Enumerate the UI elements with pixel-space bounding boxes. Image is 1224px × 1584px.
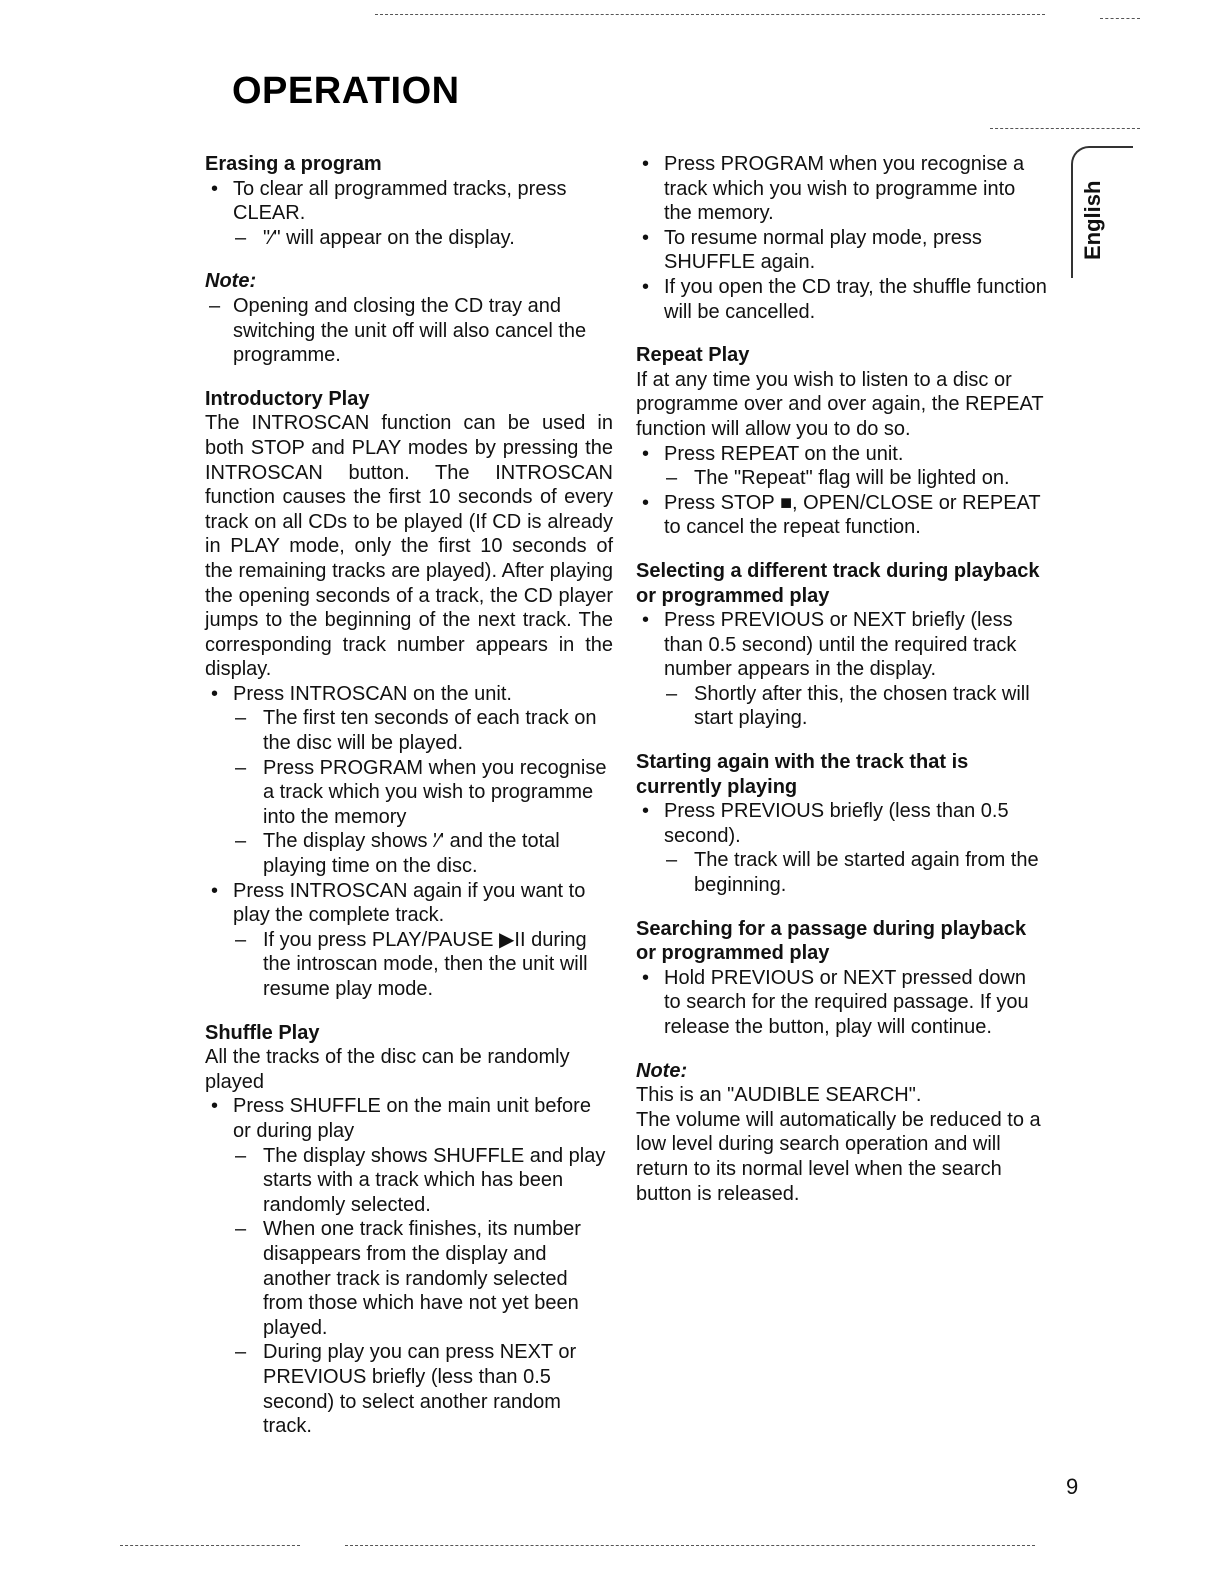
bullet-item: • To resume normal play mode, press SHUFFLE again. bbox=[636, 226, 1048, 275]
language-tab-label: English bbox=[1080, 180, 1105, 260]
section-heading: Searching for a passage during playback or programmed play bbox=[636, 917, 1027, 965]
section-introductory-play bbox=[205, 387, 613, 1002]
dash-item: – During play you can press NEXT or PREVIOUS briefly (less than 0.5 second) to select another random track. bbox=[205, 1340, 613, 1438]
dash-item: – Opening and closing the CD tray and switching the unit off will also cancel the programme. bbox=[205, 294, 613, 368]
dash-item: – When one track finishes, its number disappears from the display and another track is randomly selected from those which have not yet been played. bbox=[205, 1217, 613, 1340]
dash-item: – The track will be started again from the beginning. bbox=[636, 848, 1048, 897]
bullet-item: • Press REPEAT on the unit. bbox=[636, 442, 1048, 467]
section-heading: Starting again with the track that is currently playing bbox=[636, 751, 969, 798]
section-shuffle-play bbox=[205, 1021, 613, 1439]
paragraph: All the tracks of the disc can be randomly played bbox=[205, 1046, 570, 1093]
bullet-item: • Press PROGRAM when you recognise a track which you wish to programme into the memory. bbox=[636, 152, 1048, 226]
bullet-item: • Press INTROSCAN on the unit. bbox=[205, 682, 613, 707]
paragraph: The INTROSCAN function can be used in both STOP and PLAY modes by pressing the INTROSCAN button. The INTROSCAN function causes the first 10 seconds of every track on all CDs to be played (If CD is already in PLAY mode, only the first 10 seconds of the remaining tracks are played). After playing the opening seconds of a track, the CD player jumps to the beginning of the next track. The corresponding track number appears in the display. bbox=[205, 412, 613, 681]
dash-item: – Press PROGRAM when you recognise a track which you wish to programme into the memory bbox=[205, 756, 613, 830]
section-starting-again bbox=[636, 750, 1048, 898]
dash-item: – The display shows SHUFFLE and play starts with a track which has been randomly selected. bbox=[205, 1144, 613, 1218]
section-heading: Repeat Play bbox=[636, 344, 750, 367]
dash-item: – "⁄" will appear on the display. bbox=[205, 226, 613, 251]
section-heading: Introductory Play bbox=[205, 387, 370, 410]
paragraph: This is an "AUDIBLE SEARCH". bbox=[636, 1084, 922, 1107]
section-shuffle-continued bbox=[636, 152, 1048, 324]
scan-line-upper-right bbox=[990, 128, 1140, 129]
section-heading: Selecting a different track during playback or programmed play bbox=[636, 559, 1040, 607]
note-heading: Note: bbox=[636, 1059, 688, 1082]
bullet-item: • Press SHUFFLE on the main unit before or during play bbox=[205, 1094, 613, 1143]
bullet-item: • Press INTROSCAN again if you want to play the complete track. bbox=[205, 879, 613, 928]
section-note-2 bbox=[636, 1059, 1048, 1207]
section-repeat-play bbox=[636, 343, 1048, 540]
page-number: 9 bbox=[1066, 1474, 1079, 1499]
dash-item: – If you press PLAY/PAUSE ▶II during the introscan mode, then the unit will resume play mode. bbox=[205, 928, 613, 1002]
bullet-item: • Hold PREVIOUS or NEXT pressed down to search for the required passage. If you release the button, play will continue. bbox=[636, 966, 1048, 1040]
section-searching-passage bbox=[636, 917, 1048, 1040]
paragraph: The volume will automatically be reduced to a low level during search operation and will return to its normal level when the search button is released. bbox=[636, 1108, 1041, 1205]
bullet-item: • To clear all programmed tracks, press CLEAR. bbox=[205, 177, 613, 226]
paragraph: If at any time you wish to listen to a disc or programme over and over again, the REPEAT function will allow you to do so. bbox=[636, 368, 1044, 440]
section-heading: Shuffle Play bbox=[205, 1021, 320, 1044]
section-selecting-track bbox=[636, 559, 1048, 731]
scan-line-bottom-left bbox=[120, 1545, 300, 1546]
section-note-1 bbox=[205, 269, 613, 367]
bullet-item: • Press STOP ■, OPEN/CLOSE or REPEAT to cancel the repeat function. bbox=[636, 491, 1048, 540]
bullet-item: • If you open the CD tray, the shuffle function will be cancelled. bbox=[636, 275, 1048, 324]
dash-item: – The first ten seconds of each track on the disc will be played. bbox=[205, 706, 613, 755]
note-heading: Note: bbox=[205, 270, 257, 293]
dash-item: – The display shows '⁄' and the total playing time on the disc. bbox=[205, 829, 613, 878]
left-column bbox=[205, 152, 613, 1458]
bullet-item: • Press PREVIOUS or NEXT briefly (less than 0.5 second) until the required track number appears in the display. bbox=[636, 608, 1048, 682]
section-heading: Erasing a program bbox=[205, 153, 382, 175]
right-column bbox=[636, 152, 1048, 1225]
scan-line-top bbox=[375, 14, 1045, 15]
section-erasing bbox=[205, 152, 613, 250]
dash-item: – The "Repeat" flag will be lighted on. bbox=[636, 466, 1048, 491]
bullet-item: • Press PREVIOUS briefly (less than 0.5 second). bbox=[636, 799, 1048, 848]
page-title: OPERATION bbox=[232, 70, 460, 112]
scan-line-top-right bbox=[1100, 18, 1140, 19]
dash-item: – Shortly after this, the chosen track will start playing. bbox=[636, 682, 1048, 731]
scan-line-bottom bbox=[345, 1545, 1035, 1546]
